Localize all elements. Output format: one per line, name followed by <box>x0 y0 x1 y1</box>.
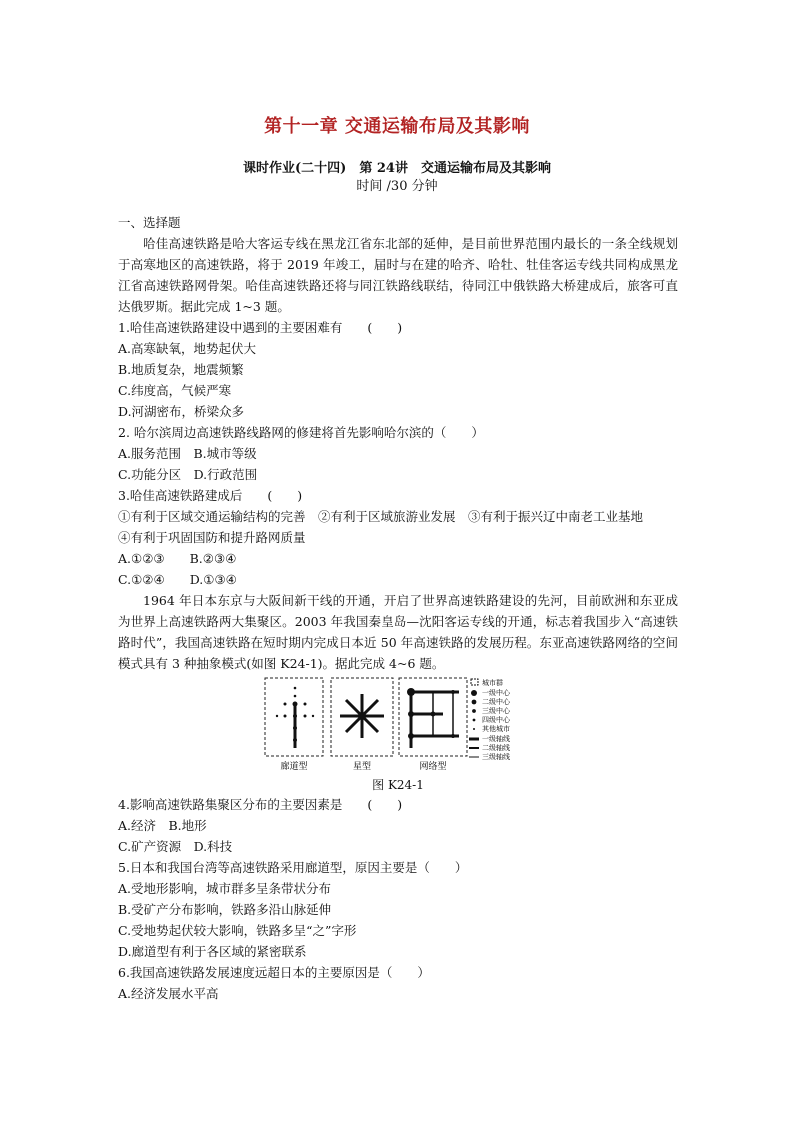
question-3-options-ab: A.①②③ B.②③④ <box>118 551 237 566</box>
question-3-options-cd: C.①②④ D.①③④ <box>118 572 237 587</box>
lesson-title: 课时作业(二十四) 第 24讲 交通运输布局及其影响 <box>243 161 551 176</box>
corridor-label: 廊道型 <box>280 762 308 772</box>
question-2-stem: 2. 哈尔滨周边高速铁路线路网的修建将首先影响哈尔滨的（ ） <box>118 425 484 440</box>
question-1-option-b: B.地质复杂，地震频繁 <box>118 362 244 377</box>
question-5-option-b: B.受矿产分布影响，铁路多沿山脉延伸 <box>118 902 332 917</box>
legend-level1-center: 一级中心 <box>482 689 510 697</box>
question-3-statements-1: ①有利于区域交通运输结构的完善 ②有利于区域旅游业发展 ③有利于振兴辽中南老工业基地 <box>118 509 644 524</box>
passage-2: 1964 年日本东京与大阪间新干线的开通，开启了世界高速铁路建设的先河，目前欧洲和东亚成为世界上高速铁路两大集聚区。2003 年我国秦皇岛—沈阳客运专线的开通，标志着我国步入“高速铁路时代”，我国高速铁路在短时期内完成日本近 50 年高速铁路的发展历程。东亚高速铁路网络的空间模式具有 3 种抽象模式(如图 K24-1)。据此完成 4~6 题。 <box>118 593 678 671</box>
legend-axis-level3: 三级轴线 <box>482 753 510 761</box>
section-heading: 一、选择题 <box>118 215 181 230</box>
legend-level3-center: 三级中心 <box>482 707 510 715</box>
question-4-options-cd: C.矿产资源 D.科技 <box>118 839 233 854</box>
question-6-stem: 6.我国高速铁路发展速度远超日本的主要原因是（ ） <box>118 965 430 980</box>
question-1-option-d: D.河湖密布，桥梁众多 <box>118 404 245 419</box>
corridor-panel <box>265 678 323 772</box>
question-3-statements-2: ④有利于巩固国防和提升路网质量 <box>118 530 306 545</box>
legend-level4-center: 四级中心 <box>482 716 510 724</box>
question-2-options-ab: A.服务范围 B.城市等级 <box>118 446 257 461</box>
question-4-stem: 4.影响高速铁路集聚区分布的主要因素是 ( ) <box>118 797 403 812</box>
network-panel <box>399 678 467 772</box>
figure-k24-1 <box>118 676 678 776</box>
question-1-stem: 1.哈佳高速铁路建设中遇到的主要困难有 ( ) <box>118 320 403 335</box>
figure-caption: 图 K24-1 <box>372 778 424 792</box>
star-panel <box>331 678 393 772</box>
question-2-options-cd: C.功能分区 D.行政范围 <box>118 467 258 482</box>
rail-network-diagram <box>263 676 653 776</box>
star-label: 星型 <box>352 762 372 772</box>
network-label: 网络型 <box>419 762 447 772</box>
legend-level2-center: 二级中心 <box>482 698 510 706</box>
question-5-stem: 5.日本和我国台湾等高速铁路采用廊道型，原因主要是（ ） <box>118 860 468 875</box>
question-1-option-a: A.高寒缺氧，地势起伏大 <box>118 341 257 356</box>
time-limit: 时间 /30 分钟 <box>356 179 438 194</box>
content <box>118 212 678 1004</box>
question-6-option-a: A.经济发展水平高 <box>118 986 219 1001</box>
legend-axis-level1: 一级轴线 <box>482 735 510 743</box>
legend-axis-level2: 二级轴线 <box>482 744 510 752</box>
question-4-options-ab: A.经济 B.地形 <box>118 818 207 833</box>
question-5-option-c: C.受地势起伏较大影响，铁路多呈“之”字形 <box>118 923 357 938</box>
question-3-stem: 3.哈佳高速铁路建成后 ( ) <box>118 488 303 503</box>
figure-legend <box>469 678 511 761</box>
question-5-option-d: D.廊道型有利于各区域的紧密联系 <box>118 944 307 959</box>
question-5-option-a: A.受地形影响，城市群多呈条带状分布 <box>118 881 332 896</box>
legend-city-cluster: 城市群 <box>482 679 503 687</box>
chapter-title: 第十一章 交通运输布局及其影响 <box>264 116 530 137</box>
question-1-option-c: C.纬度高，气候严寒 <box>118 383 232 398</box>
legend-other-cities: 其他城市 <box>482 725 510 733</box>
passage-1: 哈佳高速铁路是哈大客运专线在黑龙江省东北部的延伸，是目前世界范围内最长的一条全线规划于高寒地区的高速铁路，将于 2019 年竣工，届时与在建的哈齐、哈牡、牡佳客运专线共同构成黑龙江省高速铁路网骨架。哈佳高速铁路还将与同江铁路线联结，待同江中俄铁路大桥建成后，旅客可直达俄罗斯。据此完成 1~3 题。 <box>118 236 678 314</box>
